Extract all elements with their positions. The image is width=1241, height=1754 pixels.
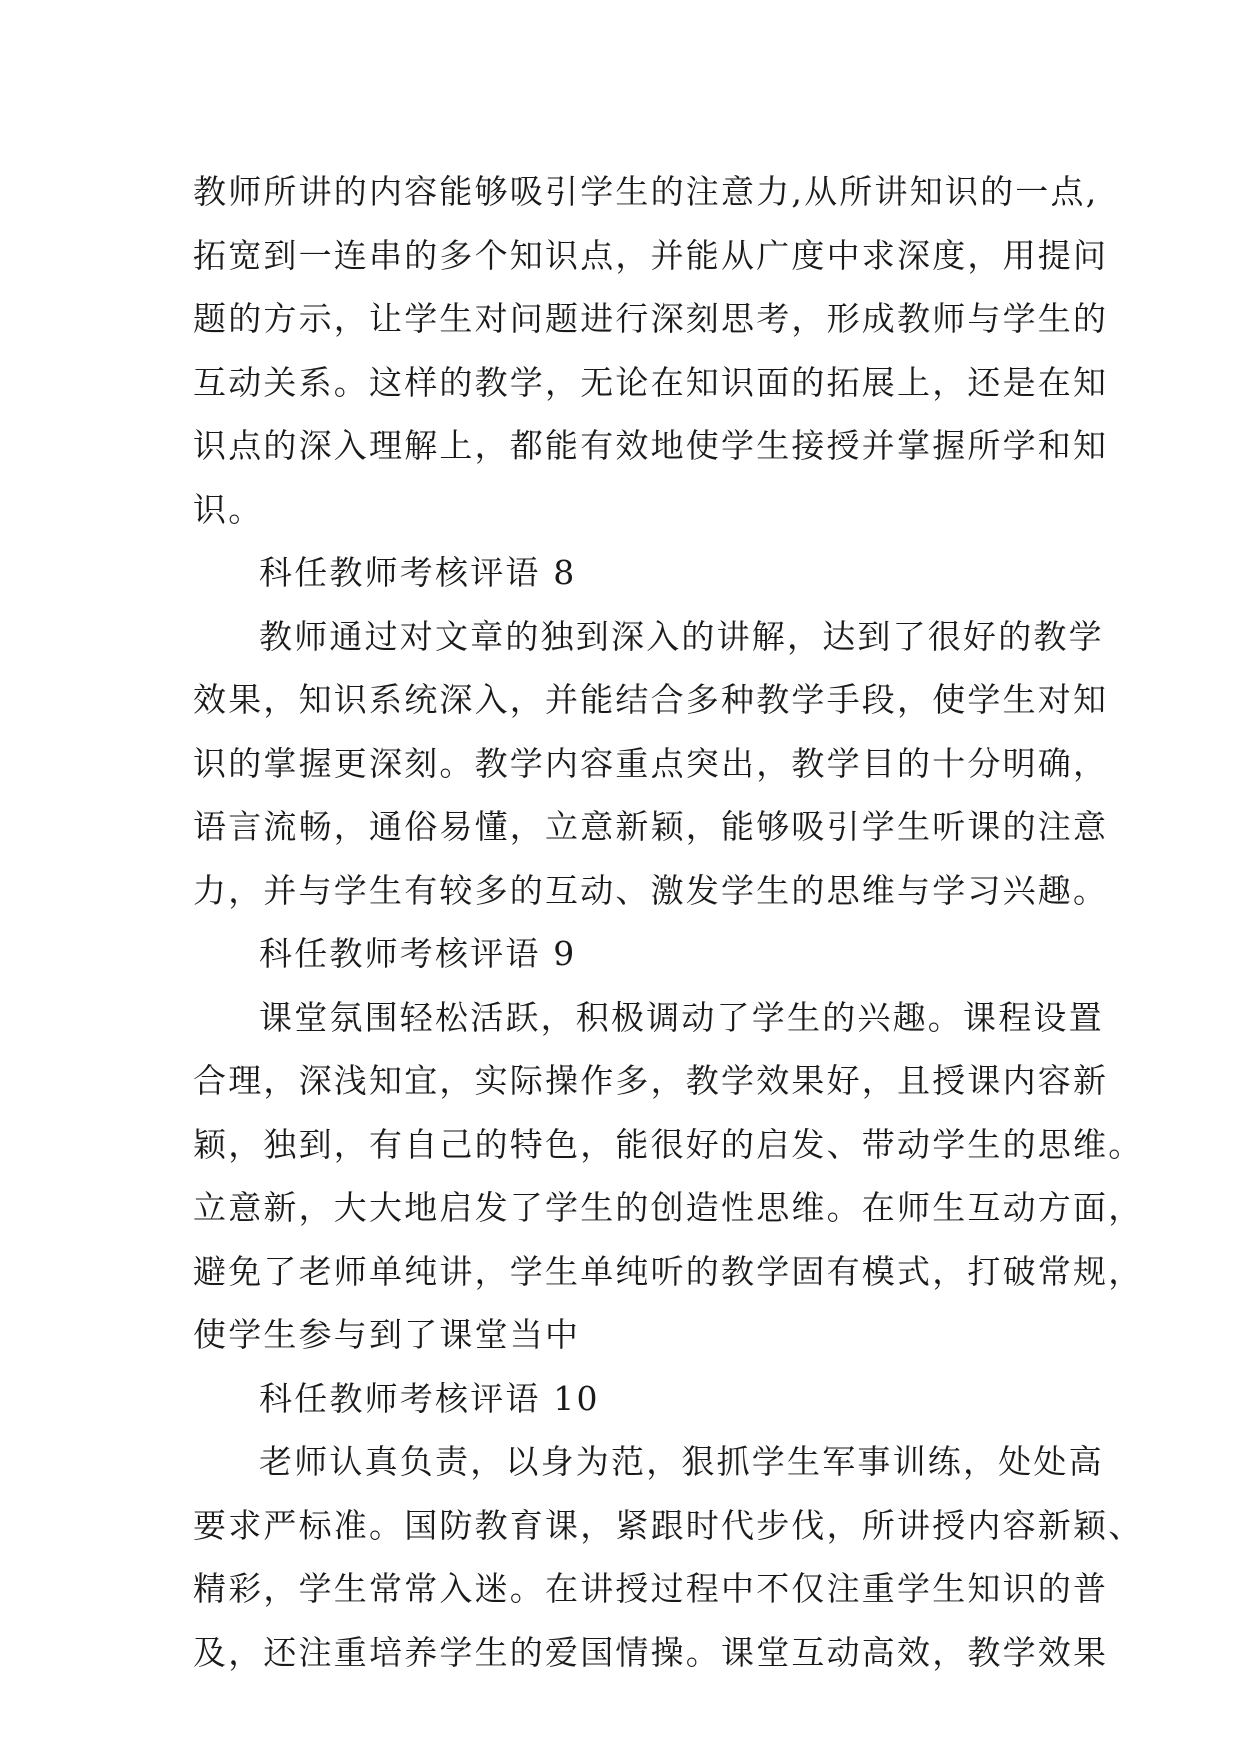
text-line: 教师通过对文章的独到深入的讲解，达到了很好的教学 — [259, 616, 1104, 656]
text-line: 精彩，学生常常入迷。在讲授过程中不仅注重学生知识的普 — [193, 1569, 1109, 1608]
document-body — [193, 160, 1144, 1684]
section-heading: 科任教师考核评语 9 — [259, 934, 577, 973]
text-line: 识的掌握更深刻。教学内容重点突出，教学目的十分明确， — [193, 743, 1109, 783]
text-line: 立意新，大大地启发了学生的创造性思维。在师生互动方面， — [193, 1188, 1144, 1227]
text-line: 使学生参与到了课堂当中 — [193, 1315, 581, 1354]
section-heading: 科任教师考核评语 10 — [259, 1378, 600, 1418]
text-line: 题的方示，让学生对问题进行深刻思考，形成教师与学生的 — [193, 299, 1109, 338]
text-line: 力，并与学生有较多的互动、激发学生的思维与学习兴趣。 — [193, 870, 1109, 910]
text-line: 及，还注重培养学生的爱国情操。课堂互动高效，教学效果 — [193, 1632, 1109, 1672]
text-line: 识点的深入理解上，都能有效地使学生接授并掌握所学和知 — [193, 426, 1109, 465]
text-line: 教师所讲的内容能够吸引学生的注意力,从所讲知识的一点, — [193, 172, 1099, 211]
text-line: 颖，独到，有自己的特色，能很好的启发、带动学生的思维。 — [193, 1124, 1144, 1164]
text-line: 要求严标准。国防教育课，紧跟时代步伐，所讲授内容新颖、 — [193, 1505, 1144, 1545]
text-line: 效果，知识系统深入，并能结合多种教学手段，使学生对知 — [193, 680, 1109, 719]
text-line: 课堂氛围轻松活跃，积极调动了学生的兴趣。课程设置 — [259, 997, 1104, 1037]
text-line: 识。 — [193, 489, 264, 529]
section-heading: 科任教师考核评语 8 — [259, 553, 577, 592]
text-line: 避免了老师单纯讲，学生单纯听的教学固有模式，打破常规， — [193, 1251, 1144, 1291]
text-line: 拓宽到一连串的多个知识点，并能从广度中求深度，用提问 — [193, 235, 1109, 275]
text-line: 互动关系。这样的教学，无论在知识面的拓展上，还是在知 — [193, 362, 1109, 402]
text-line: 语言流畅，通俗易懂，立意新颖，能够吸引学生听课的注意 — [193, 807, 1109, 846]
text-line: 合理，深浅知宜，实际操作多，教学效果好，且授课内容新 — [193, 1061, 1109, 1100]
text-line: 老师认真负责，以身为范，狠抓学生军事训练，处处高 — [259, 1442, 1104, 1481]
